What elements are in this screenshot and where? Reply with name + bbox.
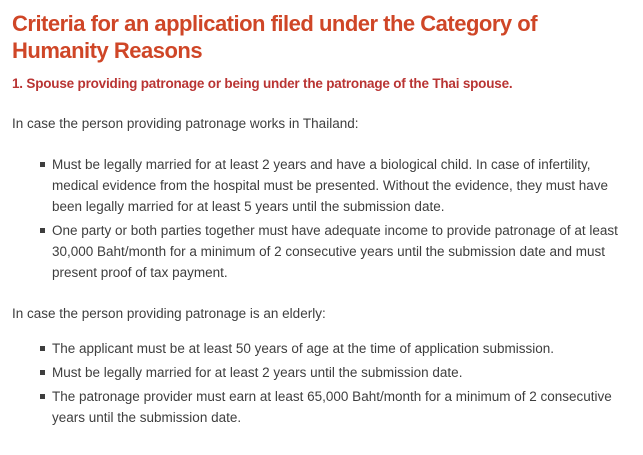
page-title-line1: Criteria for an application filed under the Category of: [12, 11, 538, 36]
intro-elderly: In case the person providing patronage is an elderly:: [12, 306, 326, 321]
list-item: One party or both parties together must have adequate income to provide patronage of at least 30,000 Baht/month for a minimum of 2 consecutive years until the submission date and must present proof of tax payment.: [40, 220, 625, 283]
section-heading: 1. Spouse providing patronage or being under the patronage of the Thai spouse.: [12, 76, 513, 91]
list-item: The applicant must be at least 50 years of age at the time of application submission.: [40, 338, 625, 359]
list-item: The patronage provider must earn at least 65,000 Baht/month for a minimum of 2 consecutive years until the submission date.: [40, 386, 625, 428]
elderly-criteria-list: [12, 338, 635, 428]
page-title-line2: Humanity Reasons: [12, 38, 203, 63]
list-item: Must be legally married for at least 2 years until the submission date.: [40, 362, 625, 383]
intro-working-in-thailand: In case the person providing patronage works in Thailand:: [12, 116, 359, 131]
list-item: Must be legally married for at least 2 years and have a biological child. In case of infertility, medical evidence from the hospital must be presented. Without the evidence, they must have been legally married for at least 5 years until the submission date.: [40, 154, 625, 217]
working-criteria-list: [12, 154, 635, 283]
page-title: [12, 10, 635, 64]
